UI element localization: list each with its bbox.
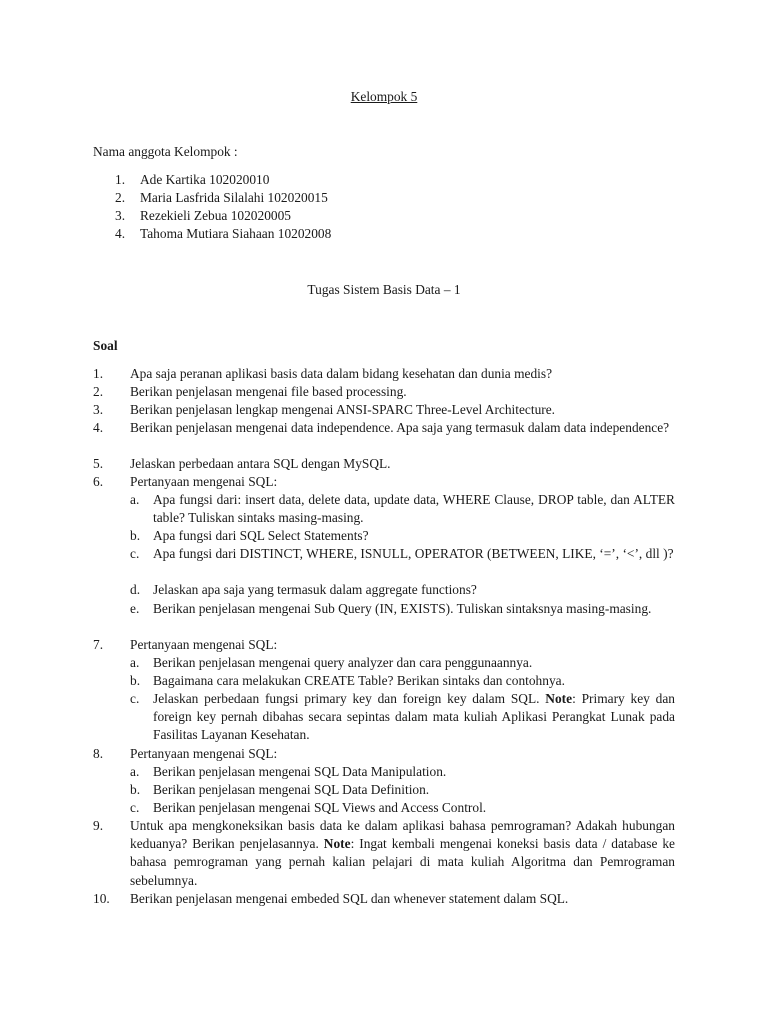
sub-question-text: Berikan penjelasan mengenai Sub Query (IN, EXISTS). Tuliskan sintaksnya masing-masing. [153, 601, 652, 616]
sub-question-letter: e. [130, 601, 140, 616]
sub-question-item [130, 672, 675, 690]
question-text: Apa saja peranan aplikasi basis data dalam bidang kesehatan dan dunia medis? [130, 366, 553, 381]
sub-question-letter: a. [130, 655, 140, 670]
sub-question-item [130, 654, 675, 672]
sub-question-letter: b. [130, 528, 141, 543]
question-item [93, 745, 675, 763]
member-number: 1. [115, 172, 126, 187]
question-text: Pertanyaan mengenai SQL: [130, 746, 278, 761]
sub-question-text: Jelaskan perbedaan fungsi primary key dan foreign key dalam SQL. Note: Primary key dan foreign key pernah dibahas secara sepintas dalam mata kuliah Aplikasi Perangkat Lunak pada Fasilitas Layanan Kesehatan. [153, 691, 675, 743]
sub-question-item [130, 690, 675, 744]
question-item [93, 473, 675, 491]
sub-question-text: Berikan penjelasan mengenai SQL Data Definition. [153, 782, 430, 797]
question-number: 9. [93, 818, 104, 833]
question-number: 8. [93, 746, 104, 761]
question-text: Berikan penjelasan mengenai embeded SQL dan whenever statement dalam SQL. [130, 891, 569, 906]
question-number: 5. [93, 456, 104, 471]
question-text: Berikan penjelasan mengenai data independence. Apa saja yang termasuk dalam data independence? [130, 420, 670, 435]
soal-heading: Soal [93, 338, 118, 353]
sub-question-text: Apa fungsi dari SQL Select Statements? [153, 528, 369, 543]
sub-question-text: Apa fungsi dari DISTINCT, WHERE, ISNULL, OPERATOR (BETWEEN, LIKE, ‘=’, ‘<’, dll )? [153, 546, 674, 561]
note-label: Note [545, 691, 573, 706]
question-item [93, 365, 675, 383]
sub-question-item [130, 781, 675, 799]
assignment-title: Tugas Sistem Basis Data – 1 [307, 282, 461, 297]
member-number: 4. [115, 226, 126, 241]
question-item [93, 817, 675, 889]
question-number: 4. [93, 420, 104, 435]
sub-question-item [130, 799, 675, 817]
question-text: Untuk apa mengkoneksikan basis data ke dalam aplikasi bahasa pemrograman? Adakah hubungan keduanya? Berikan penjelasannya. Note: Ingat kembali mengenai koneksi basis data / database ke bahasa pemrograman yang pernah kalian pelajari di mata kuliah Algoritma dan Pemrograman sebelumnya. [130, 818, 676, 888]
question-item [93, 401, 675, 419]
question-item [93, 419, 675, 455]
sub-question-text: Berikan penjelasan mengenai query analyzer dan cara penggunaannya. [153, 655, 533, 670]
sub-question-letter: a. [130, 492, 140, 507]
question-item [93, 890, 675, 908]
question-number: 1. [93, 366, 104, 381]
member-number: 2. [115, 190, 126, 205]
question-number: 10. [93, 891, 110, 906]
question-item [93, 455, 675, 473]
member-number: 3. [115, 208, 126, 223]
sub-question-letter: c. [130, 546, 140, 561]
question-text: Pertanyaan mengenai SQL: [130, 637, 278, 652]
question-item [93, 383, 675, 401]
sub-question-item [130, 600, 675, 636]
sub-question-text: Berikan penjelasan mengenai SQL Data Manipulation. [153, 764, 447, 779]
sub-question-text: Bagaimana cara melakukan CREATE Table? Berikan sintaks dan contohnya. [153, 673, 565, 688]
question-number: 3. [93, 402, 104, 417]
sub-question-text: Berikan penjelasan mengenai SQL Views and Access Control. [153, 800, 487, 815]
members-label: Nama anggota Kelompok : [93, 144, 238, 159]
sub-question-letter: a. [130, 764, 140, 779]
note-label: Note [323, 836, 351, 852]
sub-question-item [130, 581, 675, 599]
question-text: Berikan penjelasan lengkap mengenai ANSI-SPARC Three-Level Architecture. [130, 402, 556, 417]
sub-question-item [130, 545, 675, 581]
question-number: 7. [93, 637, 104, 652]
sub-question-letter: c. [130, 691, 140, 706]
sub-question-letter: d. [130, 582, 141, 597]
sub-question-text: Jelaskan apa saja yang termasuk dalam aggregate functions? [153, 582, 477, 597]
question-number: 2. [93, 384, 104, 399]
group-title: Kelompok 5 [350, 89, 418, 104]
question-item [93, 636, 675, 654]
question-number: 6. [93, 474, 104, 489]
question-text: Berikan penjelasan mengenai file based processing. [130, 384, 407, 399]
sub-question-item [130, 527, 675, 545]
sub-question-text: Apa fungsi dari: insert data, delete data, update data, WHERE Clause, DROP table, dan ALTER table? Tuliskan sintaks masing-masing. [153, 492, 675, 526]
question-text: Jelaskan perbedaan antara SQL dengan MySQL. [130, 456, 391, 471]
sub-question-letter: b. [130, 782, 141, 797]
sub-question-item [130, 491, 675, 527]
document-page: Kelompok 5 Nama anggota Kelompok : 1. Ade Kartika 102020010 2. Maria Lasfrida Silalahi 102020015 3. Rezekieli Zebua 102020005 4. Tahoma Mutiara Siahaan 10202008 Tugas Sistem Basis Data – 1 Soal 1. Apa saja peranan aplikasi basis data dalam bidang kesehatan dan dunia medis? 2. Berikan penjelasan mengenai file based processing. 3. Berikan penjelasan lengkap mengenai ANSI-SPARC Three-Level Architecture. 4. Berikan penjelasan mengenai data independence. Apa saja yang termasuk dalam data independence? 5. Jelaskan perbedaan antara SQL dengan MySQL. 6. Pertanyaan mengenai SQL: a. Apa fungsi dari: insert data, delete data, update data, WHERE Clause, DROP table, dan ALTER table? Tuliskan sintaks masing-masing. b. Apa fungsi dari SQL Select Statements? c. Apa fungsi dari DISTINCT, WHERE, ISNULL, OPERATOR (BETWEEN, LIKE, ‘=’, ‘<’, dll )? d. Jelaskan apa saja yang termasuk dalam aggregate functions? e. Berikan penjelasan mengenai Sub Query (IN, EXISTS). Tuliskan sintaksnya masing-masing. 7. Pertanyaan mengenai SQL: a. Berikan penjelasan mengenai query analyzer dan cara penggunaannya. b. Bagaimana cara melakukan CREATE Table? Berikan sintaks dan contohnya. c. Jelaskan perbedaan fungsi primary key dan foreign key dalam SQL. Note: Primary key dan foreign key pernah dibahas secara sepintas dalam mata kuliah Aplikasi Perangkat Lunak pada Fasilitas Layanan Kesehatan. 8. Pertanyaan mengenai SQL: a. Berikan penjelasan mengenai SQL Data Manipulation. b. Berikan penjelasan mengenai SQL Data Definition. c. Berikan penjelasan mengenai SQL Views and Access Control. 9. Untuk apa mengkoneksikan basis data ke dalam aplikasi bahasa pemrograman? Adakah hubungan keduanya? Berikan penjelasannya. Note: Ingat kembali mengenai koneksi basis data / database ke bahasa pemrograman yang pernah kalian pelajari di mata kuliah Algoritma dan Pemrograman sebelumnya. 10. Berikan penjelasan mengenai embeded SQL dan whenever statement dalam SQL. [0, 0, 768, 1024]
sub-question-letter: c. [130, 800, 140, 815]
question-text: Pertanyaan mengenai SQL: [130, 474, 278, 489]
sub-question-item [130, 763, 675, 781]
sub-question-letter: b. [130, 673, 141, 688]
